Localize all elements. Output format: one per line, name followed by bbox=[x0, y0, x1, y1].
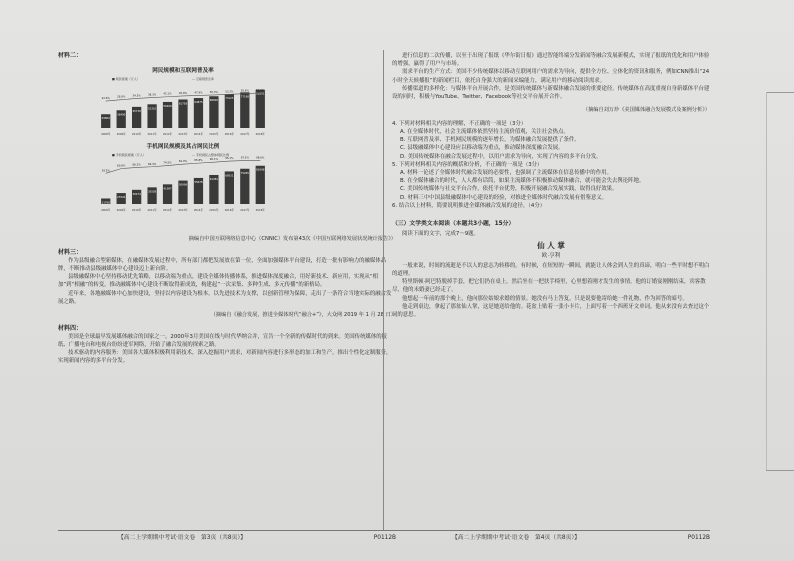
chart2-category-label: 2009年 bbox=[116, 209, 126, 212]
chart2-legend-item: ■ 手机网民规模（万人） bbox=[112, 153, 146, 157]
chart2-category-label: 2015年 bbox=[209, 209, 219, 212]
chart1-category-label: 2014年 bbox=[193, 133, 204, 136]
question-4-option: A. 在全媒体时代，社会主流媒体依然坚持主流价值观，关注社会热点。 bbox=[400, 129, 569, 135]
material-3-para: 近年来，各地融媒体中心加快建设，坚持以内容建设为根本，以先进技术为支撑，以创新管理为保障，走出了一条符合当地实际的融合发展之路。 bbox=[58, 290, 392, 305]
chart1-value-label: 38400 bbox=[117, 113, 126, 117]
question-4-option: C. 县级融媒体中心建设应以移动端为重点，推动媒体深度融合发展。 bbox=[400, 145, 564, 152]
right-para: 传播渠道的多样化：与媒体平台开展合作，是美国传统媒体与新媒体融合发展的重要途径。传统媒体在高度重视自身新媒体平台建设的同时，积极与YouTube、Twitter、Facebook等社交平台展开合作。 bbox=[392, 85, 710, 101]
material-2-label: 材料二： bbox=[58, 52, 83, 59]
chart1-category-label: 2009年 bbox=[116, 133, 126, 136]
chart2-value-label: 75265 bbox=[240, 171, 249, 175]
right-column bbox=[392, 52, 710, 522]
chart2-value-label: 69531 bbox=[225, 174, 234, 178]
question-5-option: C. 美国传统媒体与社交平台合作，依托平台优势，积极开展融合发展实践，取得良好效果。 bbox=[400, 186, 618, 193]
chart1-legend-item: — 互联网普及率 bbox=[192, 77, 214, 81]
question-5-option: D. 材料三中中国县级融媒体中心建设的经验，对推进全媒体时代融合发展有借鉴意义。 bbox=[400, 194, 608, 201]
chart1-category-label: 2013年 bbox=[178, 133, 188, 136]
chart2-rate-label: 97.5% bbox=[240, 156, 249, 160]
chart2-category-label: 2011年 bbox=[147, 209, 157, 212]
right-para: 进行信息的二次传播，以至于出现了报纸《华尔街日报》通过智能终端分发新闻等融合发展新模式，实现了报纸的优化和用户体验的增强，赢得了用户与市场。 bbox=[392, 53, 710, 68]
question-4: 4. 下列对材料相关内容的理解，不正确的一项是（3分） bbox=[392, 120, 527, 127]
chart2-value-label: 55678 bbox=[194, 180, 203, 184]
story-author: 欧·亨利 bbox=[541, 252, 561, 259]
chart1-rate-label: 38.3% bbox=[147, 93, 157, 97]
chart2-legend-item: — 手机网民占整体网民比例 bbox=[192, 153, 229, 157]
chart1-svg bbox=[92, 74, 274, 138]
chart1-rate-label: 59.6% bbox=[256, 88, 265, 92]
chart1-category-label: 2017年 bbox=[240, 133, 250, 136]
right-source: （摘编自刘万珍《美国媒体融合发展模式及案例分析》） bbox=[582, 107, 710, 114]
chart2-category-label: 2012年 bbox=[162, 209, 173, 212]
chart1-rate-label: 55.8% bbox=[240, 89, 249, 93]
material-3-source: （摘编自《融合发展，推进全媒体时代“融合+”》，大众网 2019 年 1 月 28 日） bbox=[210, 312, 396, 319]
material-3-label: 材料三： bbox=[58, 248, 83, 256]
chart1-value-label: 73125 bbox=[225, 97, 234, 101]
chart1-value-label: 51310 bbox=[147, 107, 157, 111]
question-4-option: B. 互联网普及率、手机网民规模的逐年增长，为媒体融合发展提供了条件。 bbox=[400, 137, 580, 144]
chart2-value-label: 50006 bbox=[178, 183, 188, 187]
story-para: 特里斯顿·阿巴特脱掉手套，把它们扔在桌上，然后坐在一把扶手椅里，心里想着刚才发生的事情。他的订婚宴刚刚结束，宾客散尽，他的未婚妻已经走了。 bbox=[392, 279, 706, 294]
chart1-category-label: 2016年 bbox=[224, 133, 234, 136]
chart1-rate-label: 22.6% bbox=[101, 97, 110, 101]
chart2-rate-label: 39.5% bbox=[101, 169, 110, 173]
left-column-body bbox=[58, 230, 396, 526]
chart2-category-label: 2013年 bbox=[178, 209, 188, 212]
chart2-category-label: 2018年 bbox=[255, 209, 265, 212]
chart1-value-label: 64875 bbox=[194, 101, 203, 105]
chart1-legend-item: ■ 网民规模（万人） bbox=[112, 77, 140, 81]
chart1-category-label: 2008年 bbox=[101, 133, 111, 136]
chart1-rate-label: 34.3% bbox=[132, 94, 141, 98]
chart1-rate-label: 42.1% bbox=[163, 92, 172, 96]
story-para: 他走到桌边，拿起了那盆仙人掌，这是她送给他的。花盆上贴着一张小卡片，上面写着一个西班牙文单词。他从来没有去查过这个词的意思。 bbox=[392, 303, 710, 319]
chart2-value-label: 23344 bbox=[117, 196, 126, 200]
chart2-rate-label: 85.8% bbox=[194, 159, 203, 163]
chart2-category-label: 2008年 bbox=[101, 209, 111, 212]
chart2-category-label: 2010年 bbox=[132, 209, 142, 212]
left-footer-text: 【高二上学期期中考试·语文卷 第3页（共8页）】 bbox=[118, 535, 247, 541]
chart2-rate-label: 60.8% bbox=[117, 164, 126, 168]
section-title: （三）文学类文本阅读（本题共3小题，15分） bbox=[392, 221, 515, 228]
chart2-rate-label: 66.2% bbox=[132, 163, 141, 167]
material-4-para: 美国是全球最早发展媒体融合的国家之一。2000年3月美国在线与时代华纳合并，宣告一个全新的传媒时代的到来。美国传统媒体的报纸、广播电台和电视台纷纷进军网络，开始了融合发展的探索之路。 bbox=[58, 333, 388, 348]
chart2-value-label: 61981 bbox=[209, 177, 219, 181]
margin-mark bbox=[766, 470, 794, 471]
chart2-rate-label: 98.6% bbox=[256, 156, 265, 160]
chart2-rate-label: 81.0% bbox=[178, 160, 188, 164]
chart1-category-label: 2011年 bbox=[147, 133, 157, 136]
chart2-value-label: 41997 bbox=[163, 187, 172, 191]
chart1-category-label: 2012年 bbox=[162, 133, 173, 136]
chart1-value-label: 56400 bbox=[163, 104, 172, 108]
material-3-para: 作为县级融合型新媒体，在融媒体发展过程中，所有部门都把发展放在第一位，全面加强媒体平台建设，打造一批有影响力的融媒体品牌，不断推动县级融媒体中心建设迈上新台阶。 bbox=[58, 257, 387, 272]
chart2-value-label: 35558 bbox=[147, 190, 157, 194]
chart1-category-label: 2018年 bbox=[255, 133, 265, 136]
chart1-value-label: 77198 bbox=[240, 95, 249, 99]
page-divider bbox=[383, 50, 384, 530]
chart2-category-label: 2017年 bbox=[240, 209, 250, 212]
margin-mark bbox=[766, 92, 794, 93]
chart2-rate-label: 74.5% bbox=[163, 161, 172, 165]
chart2-rate-label: 95.1% bbox=[225, 157, 234, 161]
chart1-category-label: 2015年 bbox=[209, 133, 219, 136]
chart1-title: 网民规模和互联网普及率 bbox=[152, 68, 214, 74]
chart-source: 摘编自中国互联网络信息中心（CNNIC）发布第43次《中国互联网络发展状况统计报告》） bbox=[188, 236, 396, 243]
chart2-title: 手机网民规模及其占网民比例 bbox=[146, 144, 220, 150]
question-6: 6. 结合以上材料，简要说明推进全媒体融合发展的途径。（4分） bbox=[392, 202, 546, 209]
question-4-option: D. 美国传统媒体在融合发展过程中，以用户需求为导向，实现了内容的多平台分发。 bbox=[400, 153, 602, 160]
chart1-value-label: 29800 bbox=[101, 117, 110, 121]
right-footer bbox=[392, 530, 710, 545]
chart2-rate-label: 69.3% bbox=[147, 162, 157, 166]
material-4-label: 材料四： bbox=[58, 324, 83, 332]
chart2-svg bbox=[92, 150, 274, 214]
chart1-value-label: 45730 bbox=[132, 109, 141, 113]
chart2-value-label: 11760 bbox=[101, 201, 110, 205]
right-footer-code: P0112B bbox=[687, 535, 710, 541]
right-para: 需求平台的生产方式：美国不少传统媒体以移动互联网用户的需求为导向，提供全方位、立体化的资讯和服务，例如CNN推出“24小时全天候播报”的新闻栏目，依托自身强大的新闻采编能力，满足用户的移动阅读需求。 bbox=[392, 69, 710, 84]
question-5-option: A. 材料一论述了全媒体时代融合发展的必要性，也强调了主流媒体在信息传播中的作用。 bbox=[400, 170, 612, 177]
left-footer bbox=[58, 530, 396, 545]
chart2-value-label: 30274 bbox=[132, 192, 141, 196]
chart1-category-label: 2010年 bbox=[132, 133, 142, 136]
right-footer-text: 【高二上学期期中考试·语文卷 第4页（共8页）】 bbox=[452, 535, 581, 541]
chart2-value-label: 81698 bbox=[256, 168, 265, 172]
chart1-rate-label: 53.2% bbox=[225, 90, 234, 94]
question-5-option: B. 在全媒体融合的时代，人人都有话筒，如果主流媒体不积极推动媒体融合，就可能会失去舆论阵地。 bbox=[400, 178, 645, 185]
section-intro: 阅读下面的文字，完成7～9题。 bbox=[402, 231, 479, 238]
margin-line bbox=[766, 92, 767, 470]
chart2-rate-label: 90.1% bbox=[209, 158, 219, 162]
story-para: 一般来说，时间的流逝是不以人的意志为转移的。有时候，在短短的一瞬间，就能让人体会到人生的真谛，明白一些平时想不明白的道理。 bbox=[392, 262, 710, 278]
chart-area bbox=[92, 66, 274, 228]
chart1-value-label: 82851 bbox=[256, 92, 265, 96]
chart1-rate-label: 50.3% bbox=[209, 90, 219, 94]
chart1-value-label: 61758 bbox=[178, 102, 188, 106]
material-4-para: 技术驱动的内容服务：美国各大媒体积极利用新技术，深入挖掘用户需求，对新闻内容进行多形态的加工和生产，推出个性化定制服务，实现新闻内容的多平台分发。 bbox=[58, 350, 392, 365]
story-para: 他想起一年前的那个晚上，他向那位姑娘求婚的情景。她没有马上答复，只是说要他寄给她一件礼物，作为回答的暗号。 bbox=[402, 295, 688, 302]
chart2-category-label: 2016年 bbox=[224, 209, 234, 212]
question-5: 5. 下列对材料相关内容的概括和分析，不正确的一项是（3分） bbox=[392, 161, 543, 168]
chart2-category-label: 2014年 bbox=[193, 209, 204, 212]
material-3-para: 县级融媒体中心坚持移动优先策略，以移动端为重点，建设全媒体传播体系，推进媒体深度融合，用好新技术、新应用，实现从“相加”到“相融”的转变，推动融媒体中心建设不断取得新成效，构建起“一次采集、多种生成、多元传播”的新格局。 bbox=[58, 274, 379, 289]
chart1-rate-label: 47.9% bbox=[194, 91, 203, 95]
left-footer-code: P0112B bbox=[373, 535, 396, 541]
story-title: 仙 人 掌 bbox=[537, 241, 565, 251]
chart1-value-label: 68826 bbox=[209, 99, 219, 103]
chart1-rate-label: 28.9% bbox=[117, 95, 126, 99]
chart1-rate-label: 45.8% bbox=[178, 91, 188, 95]
